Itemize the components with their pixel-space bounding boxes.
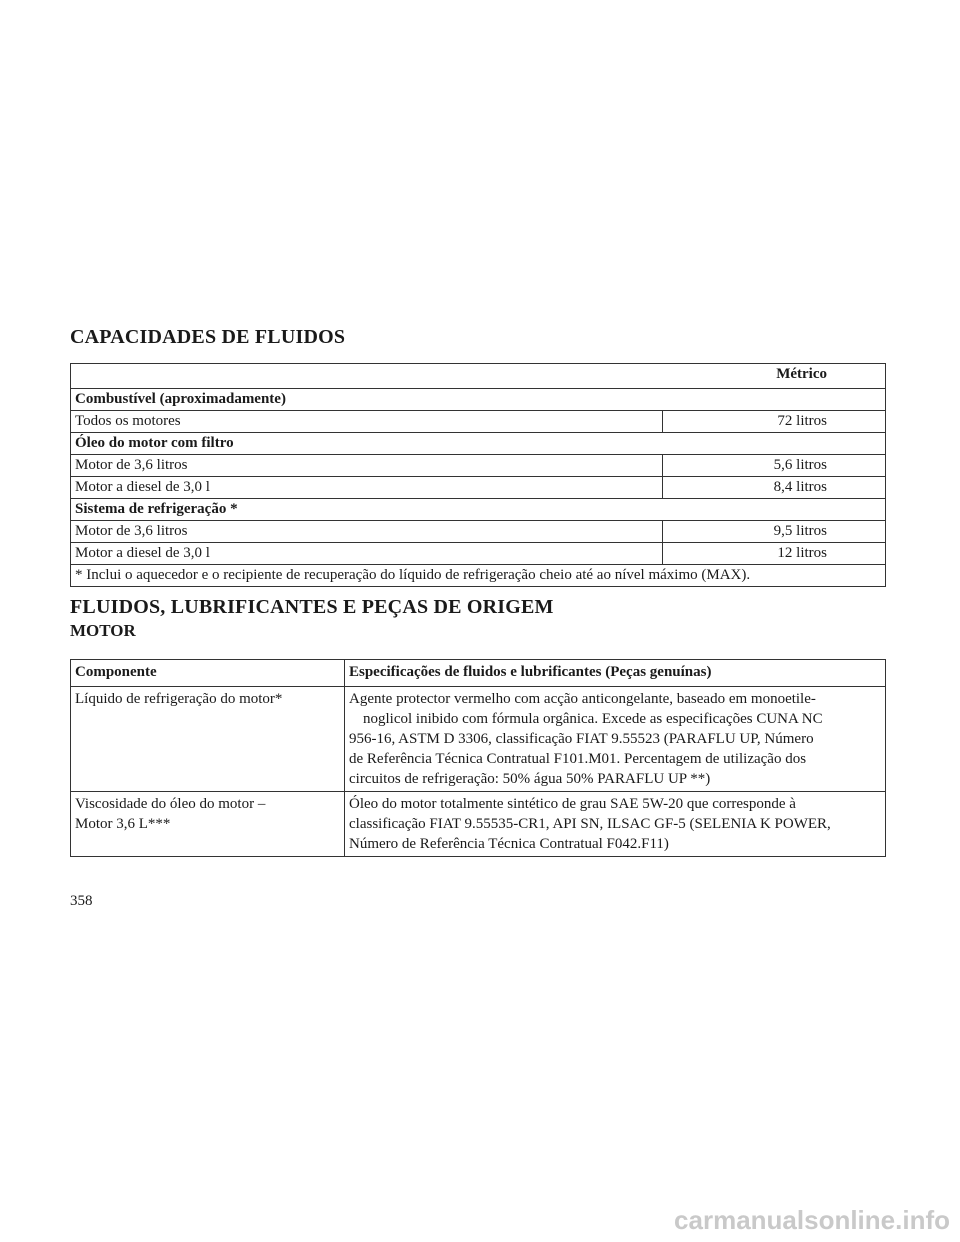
page-number: 358 <box>70 893 93 909</box>
component-cell: Líquido de refrigeração do motor* <box>71 687 345 792</box>
table-row <box>71 455 886 477</box>
watermark: carmanualsonline.info <box>674 1205 950 1235</box>
spec-line: circuitos de refrigeração: 50% água 50% PARAFLU UP **) <box>349 771 711 787</box>
table-row <box>71 792 886 857</box>
capacities-title: CAPACIDADES DE FLUIDOS <box>70 326 346 348</box>
row-label: Motor de 3,6 litros <box>71 521 663 543</box>
row-label: Motor a diesel de 3,0 l <box>71 477 663 499</box>
row-value: 8,4 litros <box>663 477 886 499</box>
row-label: Motor a diesel de 3,0 l <box>71 543 663 565</box>
header-component: Componente <box>71 660 345 687</box>
row-label: Todos os motores <box>71 411 663 433</box>
fluids-subtitle: MOTOR <box>70 621 136 640</box>
capacities-table <box>70 363 886 587</box>
table-row <box>71 543 886 565</box>
spec-cell <box>345 687 886 792</box>
row-value: 12 litros <box>663 543 886 565</box>
row-label: Motor de 3,6 litros <box>71 455 663 477</box>
metric-header: Métrico <box>71 364 886 389</box>
fluids-title: FLUIDOS, LUBRIFICANTES E PEÇAS DE ORIGEM <box>70 596 554 618</box>
fluids-table <box>70 659 886 857</box>
header-spec: Especificações de fluidos e lubrificantes (Peças genuínas) <box>345 660 886 687</box>
spec-line: 956-16, ASTM D 3306, classificação FIAT 9.55523 (PARAFLU UP, Número <box>349 731 814 747</box>
component-cell <box>71 792 345 857</box>
spec-line: classificação FIAT 9.55535-CR1, API SN, ILSAC GF-5 (SELENIA K POWER, <box>349 816 831 832</box>
component-line: Viscosidade do óleo do motor – <box>75 796 266 812</box>
spec-line: Agente protector vermelho com acção anticongelante, baseado em monoetile- <box>349 691 816 707</box>
row-value: 72 litros <box>663 411 886 433</box>
table-row <box>71 687 886 792</box>
table-row <box>71 477 886 499</box>
table-row <box>71 521 886 543</box>
capacities-footnote: * Inclui o aquecedor e o recipiente de recuperação do líquido de refrigeração cheio até ao nível máximo (MAX). <box>71 565 886 587</box>
group-title-fuel: Combustível (aproximadamente) <box>71 389 886 411</box>
spec-line: de Referência Técnica Contratual F101.M01. Percentagem de utilização dos <box>349 751 807 767</box>
component-line: Motor 3,6 L*** <box>75 816 171 832</box>
spec-cell <box>345 792 886 857</box>
spec-line: Número de Referência Técnica Contratual F042.F11) <box>349 836 669 852</box>
row-value: 5,6 litros <box>663 455 886 477</box>
spec-line: noglicol inibido com fórmula orgânica. Excede as especificações CUNA NC <box>363 711 823 727</box>
spec-line: Óleo do motor totalmente sintético de grau SAE 5W-20 que corresponde à <box>349 796 796 812</box>
row-value: 9,5 litros <box>663 521 886 543</box>
group-title-cooling: Sistema de refrigeração * <box>71 499 886 521</box>
group-title-oil: Óleo do motor com filtro <box>71 433 886 455</box>
table-row <box>71 411 886 433</box>
